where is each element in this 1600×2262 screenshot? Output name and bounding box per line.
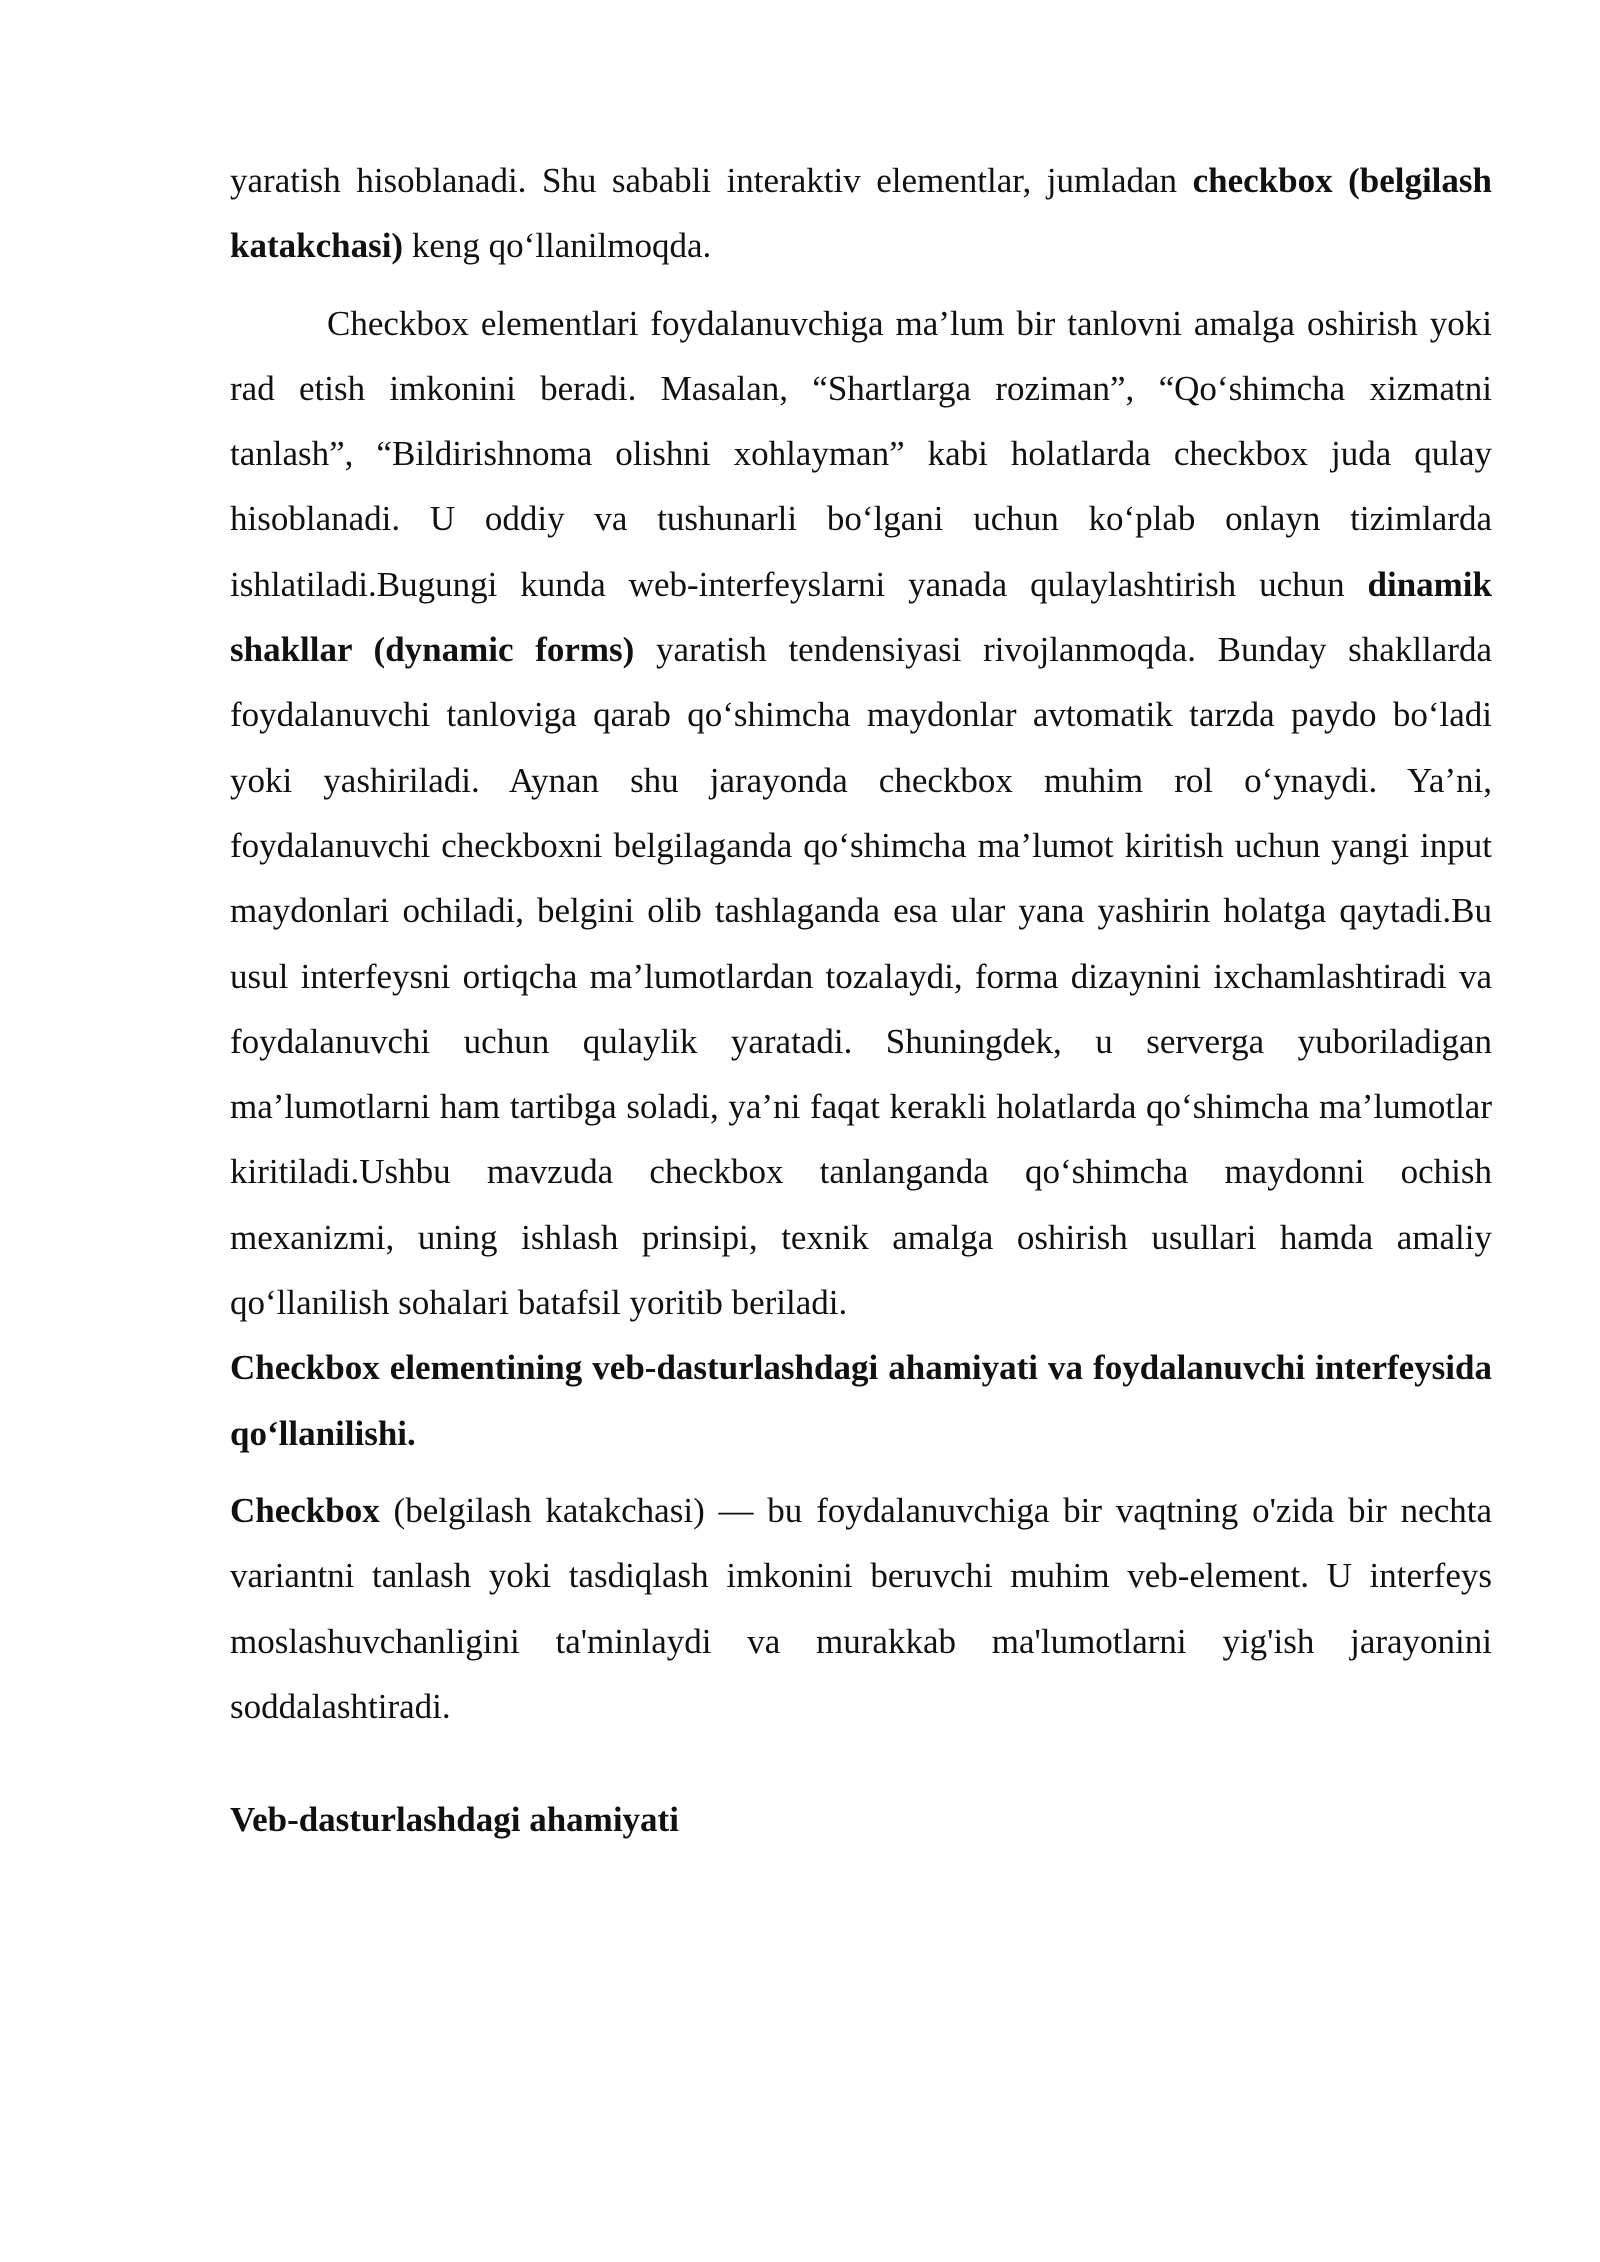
paragraph-definition-text: (belgilash katakchasi) — bu foydalanuvchiga bir vaqtning o'zida bir nechta variantni tanlash yoki tasdiqlash imkonini beruvchi muhim veb-element. U interfeys moslashuvchanligini ta'minlaydi va murakkab ma'lumotlarni yig'ish jarayonini soddalashtiradi. — [230, 1490, 1492, 1726]
section-heading: Checkbox elementining veb-dasturlashdagi ahamiyati va foydalanuvchi interfeysida qo‘llanilishi. — [230, 1348, 1492, 1453]
paragraph-intro-text-1: yaratish hisoblanadi. Shu sababli interaktiv elementlar, jumladan — [230, 161, 1193, 200]
paragraph-checkbox-definition — [230, 1478, 1492, 1739]
paragraph-intro-text-2: keng qo‘llanilmoqda. — [403, 226, 712, 266]
paragraph-intro-bold-term: checkbox (belgilash katakchasi) — [230, 161, 1492, 266]
paragraph-checkbox-description — [230, 291, 1492, 1336]
paragraph-checkbox-text-2: yaratish tendensiyasi rivojlanmoqda. Bunday shakllarda foydalanuvchi tanloviga qarab qo‘shimcha maydonlar avtomatik tarzda paydo bo‘ladi yoki yashiriladi. Aynan shu jarayonda checkbox muhim rol o‘ynaydi. Ya’ni, foydalanuvchi checkboxni belgilaganda qo‘shimcha ma’lumot kiritish uchun yangi input maydonlari ochiladi, belgini olib tashlaganda esa ular yana yashirin holatga qaytadi.Bu usul interfeysni ortiqcha ma’lumotlardan tozalaydi, forma dizaynini ixchamlashtiradi va foydalanuvchi uchun qulaylik yaratadi. Shuningdek, u serverga yuboriladigan ma’lumotlarni ham tartibga soladi, ya’ni faqat kerakli holatlarda qo‘shimcha ma’lumotlar kiritiladi.Ushbu mavzuda checkbox tanlanganda qo‘shimcha maydonni ochish mexanizmi, uning ishlash prinsipi, texnik amalga oshirish usullari hamda amaliy qo‘llanilish sohalari batafsil yoritib beriladi. — [230, 630, 1493, 1323]
document-page — [230, 148, 1492, 1852]
subsection-heading: Veb-dasturlashdagi ahamiyati — [230, 1800, 679, 1840]
paragraph-checkbox-text-1: Checkbox elementlari foydalanuvchiga ma’lum bir tanlovni amalga oshirish yoki rad etish imkonini beradi. Masalan, “Shartlarga roziman”, “Qo‘shimcha xizmatni tanlash”, “Bildirishnoma olishni xohlayman” kabi holatlarda checkbox juda qulay hisoblanadi. U oddiy va tushunarli bo‘lgani uchun ko‘plab onlayn tizimlarda ishlatiladi.Bugungi kunda web-interfeyslarni yanada qulaylashtirish uchun — [230, 303, 1492, 604]
paragraph-definition-bold-term: Checkbox — [230, 1490, 380, 1530]
paragraph-intro — [230, 148, 1492, 279]
paragraph-checkbox-bold-term: dinamik shakllar (dynamic forms) — [230, 564, 1492, 670]
